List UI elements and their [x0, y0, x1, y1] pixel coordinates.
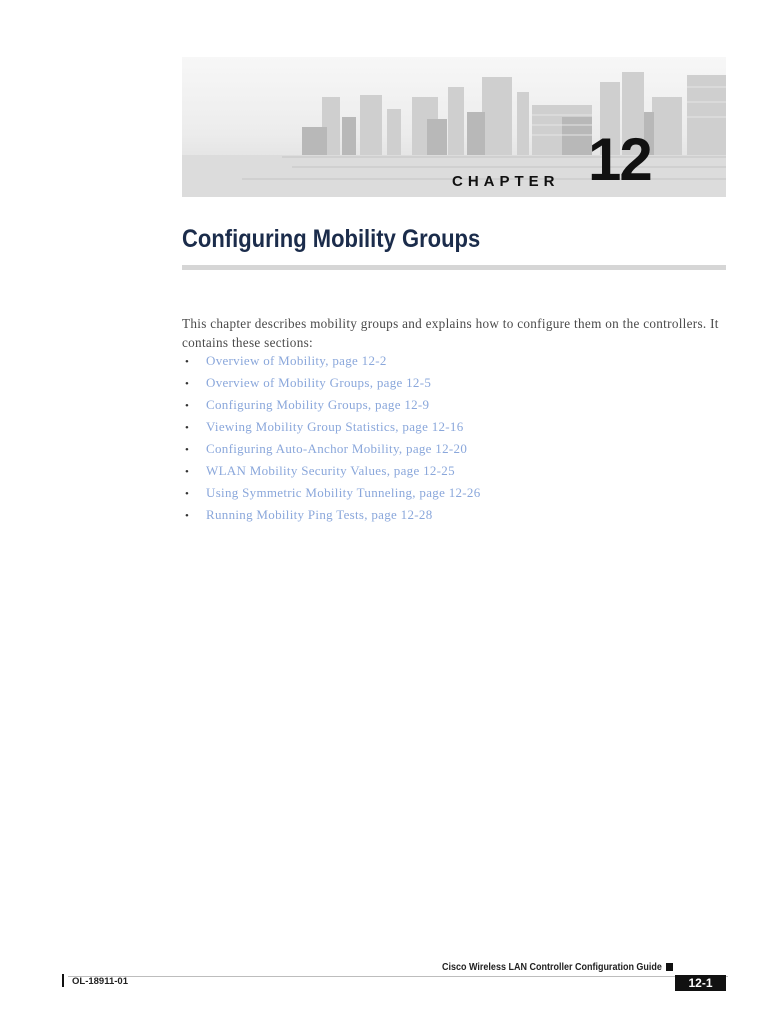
chapter-label: CHAPTER [452, 173, 560, 190]
section-link-overview-of-mobility[interactable]: Overview of Mobility, page 12-2 [206, 353, 387, 368]
section-link-configuring-auto-anchor-mobility[interactable]: Configuring Auto-Anchor Mobility, page 12-20 [206, 441, 468, 456]
bullet-icon: • [185, 356, 189, 368]
bullet-icon: • [185, 488, 189, 500]
section-link-overview-of-mobility-groups[interactable]: Overview of Mobility Groups, page 12-5 [206, 375, 432, 390]
footer-marker [666, 963, 673, 971]
footer-divider [68, 976, 728, 977]
chapter-title: Configuring Mobility Groups [182, 225, 481, 253]
list-item [182, 394, 481, 416]
intro-paragraph: This chapter describes mobility groups and explains how to configure them on the controllers. It contains these sections: [182, 316, 719, 350]
bullet-icon: • [185, 400, 189, 412]
section-link-using-symmetric-mobility-tunneling[interactable]: Using Symmetric Mobility Tunneling, page 12-26 [206, 485, 481, 500]
bullet-icon: • [185, 422, 189, 434]
bullet-icon: • [185, 466, 189, 478]
section-link-configuring-mobility-groups[interactable]: Configuring Mobility Groups, page 12-9 [206, 397, 430, 412]
footer-tick-mark [62, 974, 64, 987]
section-link-viewing-mobility-group-statistics[interactable]: Viewing Mobility Group Statistics, page 12-16 [206, 419, 464, 434]
footer-doc-number: OL-18911-01 [72, 976, 128, 987]
section-link-wlan-mobility-security-values[interactable]: WLAN Mobility Security Values, page 12-25 [206, 463, 455, 478]
bullet-icon: • [185, 378, 189, 390]
list-item [182, 482, 481, 504]
list-item [182, 504, 481, 526]
list-item [182, 372, 481, 394]
list-item [182, 350, 481, 372]
list-item [182, 460, 481, 482]
section-list [182, 350, 481, 526]
bullet-icon: • [185, 444, 189, 456]
bullet-icon: • [185, 510, 189, 522]
title-rule [182, 265, 726, 270]
chapter-number: 12 [588, 126, 651, 193]
list-item [182, 438, 481, 460]
page-number-badge: 12-1 [675, 975, 726, 991]
footer-guide-title: Cisco Wireless LAN Controller Configuration Guide [442, 962, 662, 973]
section-link-running-mobility-ping-tests[interactable]: Running Mobility Ping Tests, page 12-28 [206, 507, 433, 522]
list-item [182, 416, 481, 438]
